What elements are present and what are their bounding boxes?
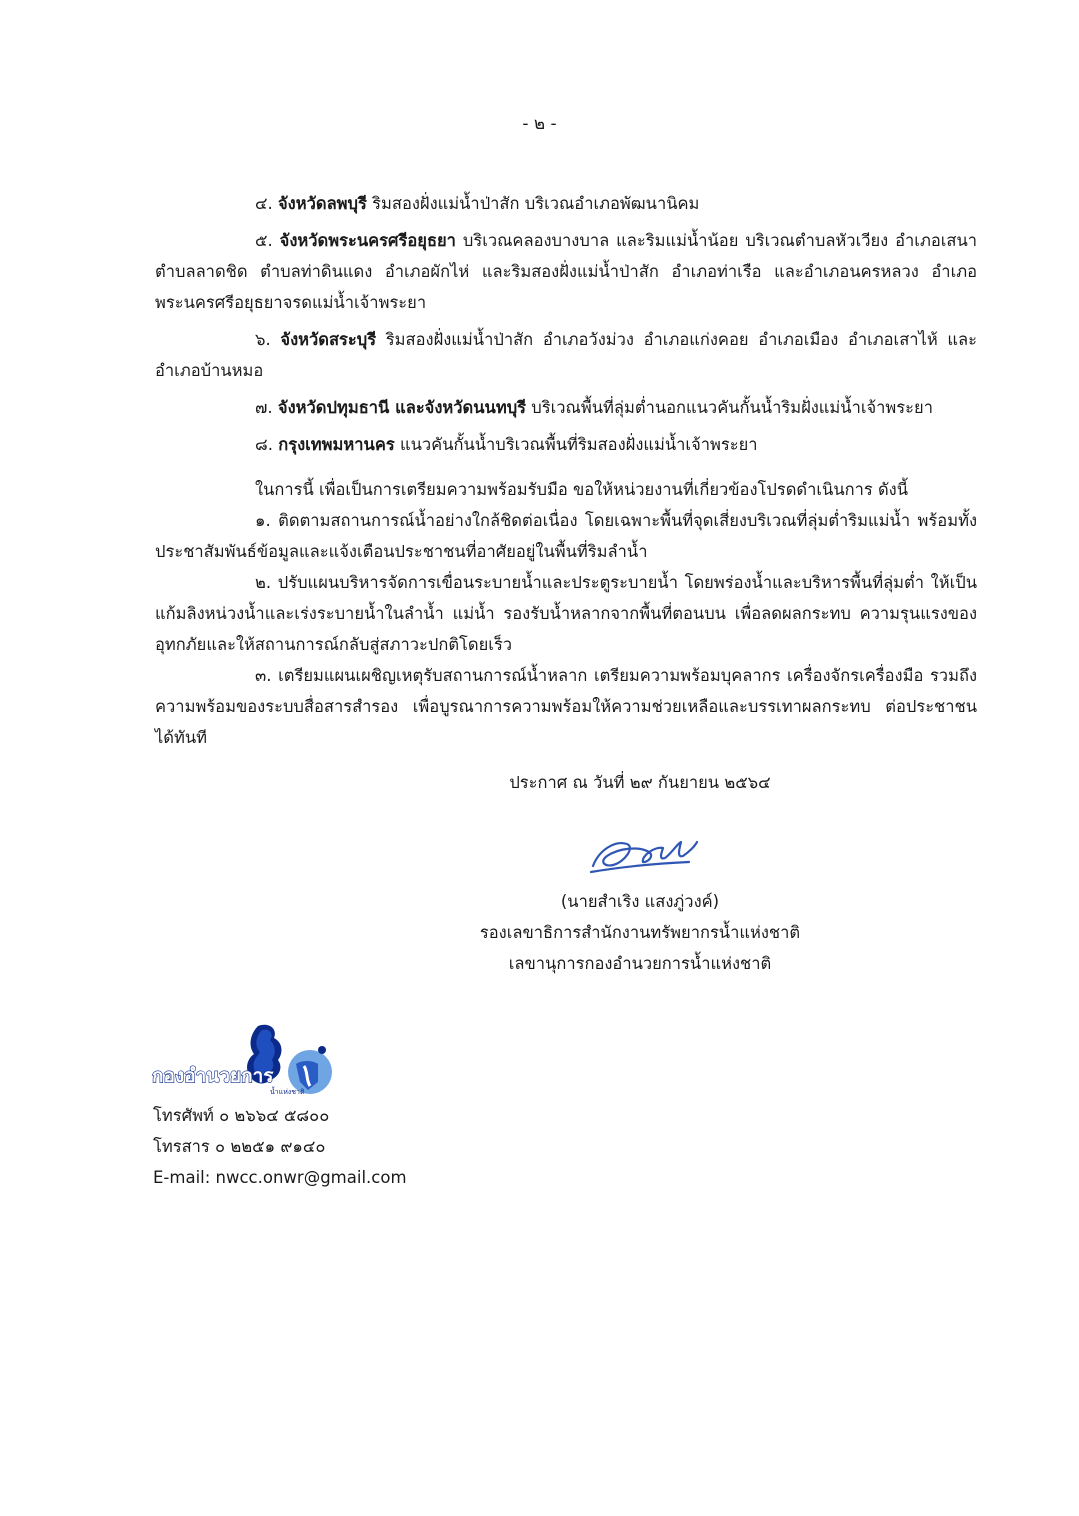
item-number: ๖. — [255, 330, 271, 349]
action-item: ๒. ปรับแผนบริหารจัดการเขื่อนระบายน้ำและประตูระบายน้ำ โดยพร่องน้ำและบริหารพื้นที่ลุ่มต่ำ ให้เป็นแก้มลิงหน่วงน้ำและเร่งระบายน้ำในลำน้ำ แม่น้ำ รองรับน้ำหลากจากพื้นที่ตอนบน เพื่อลดผลกระทบ ความรุนแรงของอุทกภัยและให้สถานการณ์กลับสู่สภาวะปกติโดยเร็ว — [155, 573, 977, 654]
item-text: ริมสองฝั่งแม่น้ำป่าสัก บริเวณอำเภอพัฒนานิคม — [366, 194, 700, 213]
item-text: บริเวณพื้นที่ลุ่มต่ำนอกแนวคันกั้นน้ำริมฝั่งแม่น้ำเจ้าพระยา — [526, 398, 933, 417]
signer-block — [420, 886, 860, 979]
nwcc-logo — [150, 1020, 340, 1100]
contact-info — [153, 1100, 407, 1193]
province-name: จังหวัดปทุมธานี และจังหวัดนนทบุรี — [277, 398, 527, 417]
logo-subtext: น้ำแห่งชาติ — [270, 1088, 305, 1096]
intro-paragraph: ในการนี้ เพื่อเป็นการเตรียมความพร้อมรับมือ ขอให้หน่วยงานที่เกี่ยวข้องโปรดดำเนินการ ดังนี้ — [255, 480, 909, 499]
phone-number: โทรศัพท์ ๐ ๒๖๖๔ ๕๘๐๐ — [153, 1106, 330, 1125]
province-name: จังหวัดสระบุรี — [280, 330, 377, 349]
list-item — [155, 392, 977, 423]
item-number: ๗. — [255, 398, 273, 417]
fax-number: โทรสาร ๐ ๒๒๕๑ ๙๑๔๐ — [153, 1137, 326, 1156]
page-number: - ๒ - — [522, 114, 557, 134]
action-item: ๓. เตรียมแผนเผชิญเหตุรับสถานการณ์น้ำหลาก เตรียมความพร้อมบุคลากร เครื่องจักรเครื่องมือ รวมถึงความพร้อมของระบบสื่อสารสำรอง เพื่อบูรณาการความพร้อมให้ความช่วยเหลือและบรรเทาผลกระทบ ต่อประชาชนได้ทันที — [155, 666, 977, 747]
announce-date — [420, 767, 860, 798]
announce-text: ประกาศ ณ วันที่ ๒๙ กันยายน ๒๕๖๔ — [509, 773, 771, 792]
signer-name: (นายสำเริง แสงภู่วงค์) — [560, 892, 720, 911]
province-name: จังหวัดลพบุรี — [277, 194, 367, 213]
item-number: ๕. — [255, 231, 273, 250]
province-name: จังหวัดพระนครศรีอยุธยา — [279, 231, 456, 250]
item-number: ๘. — [255, 435, 273, 454]
item-text: ริมสองฝั่งแม่น้ำป่าสัก อำเภอวังม่วง อำเภอแก่งคอย อำเภอเมือง อำเภอเสาไห้ และอำเภอบ้านหมอ — [155, 330, 977, 380]
document-body — [155, 188, 977, 753]
signer-title: รองเลขาธิการสำนักงานทรัพยากรน้ำแห่งชาติ — [479, 923, 801, 942]
signature — [585, 832, 700, 882]
list-item — [155, 188, 977, 219]
item-number: ๔. — [255, 194, 273, 213]
list-item — [155, 429, 977, 460]
item-text: แนวคันกั้นน้ำบริเวณพื้นที่ริมสองฝั่งแม่น้ำเจ้าพระยา — [394, 435, 758, 454]
logo-text: กองอำนวยการ — [152, 1065, 274, 1087]
email-address[interactable]: E-mail: nwcc.onwr@gmail.com — [153, 1168, 407, 1187]
action-item: ๑. ติดตามสถานการณ์น้ำอย่างใกล้ชิดต่อเนื่อง โดยเฉพาะพื้นที่จุดเสี่ยงบริเวณที่ลุ่มต่ำริมแม่น้ำ พร้อมทั้งประชาสัมพันธ์ข้อมูลและแจ้งเตือนประชาชนที่อาศัยอยู่ในพื้นที่ริมลำน้ำ — [155, 511, 977, 561]
list-item — [155, 225, 977, 318]
province-name: กรุงเทพมหานคร — [278, 435, 395, 454]
item-text: บริเวณคลองบางบาล และริมแม่น้ำน้อย บริเวณตำบลหัวเวียง อำเภอเสนา ตำบลลาดชิด ตำบลท่าดินแดง อำเภอผักไห่ และริมสองฝั่งแม่น้ำป่าสัก อำเภอท่าเรือ และอำเภอนครหลวง อำเภอพระนครศรีอยุธยาจรดแม่น้ำเจ้าพระยา — [155, 231, 977, 312]
signer-title: เลขานุการกองอำนวยการน้ำแห่งชาติ — [508, 954, 772, 973]
list-item — [155, 324, 977, 386]
